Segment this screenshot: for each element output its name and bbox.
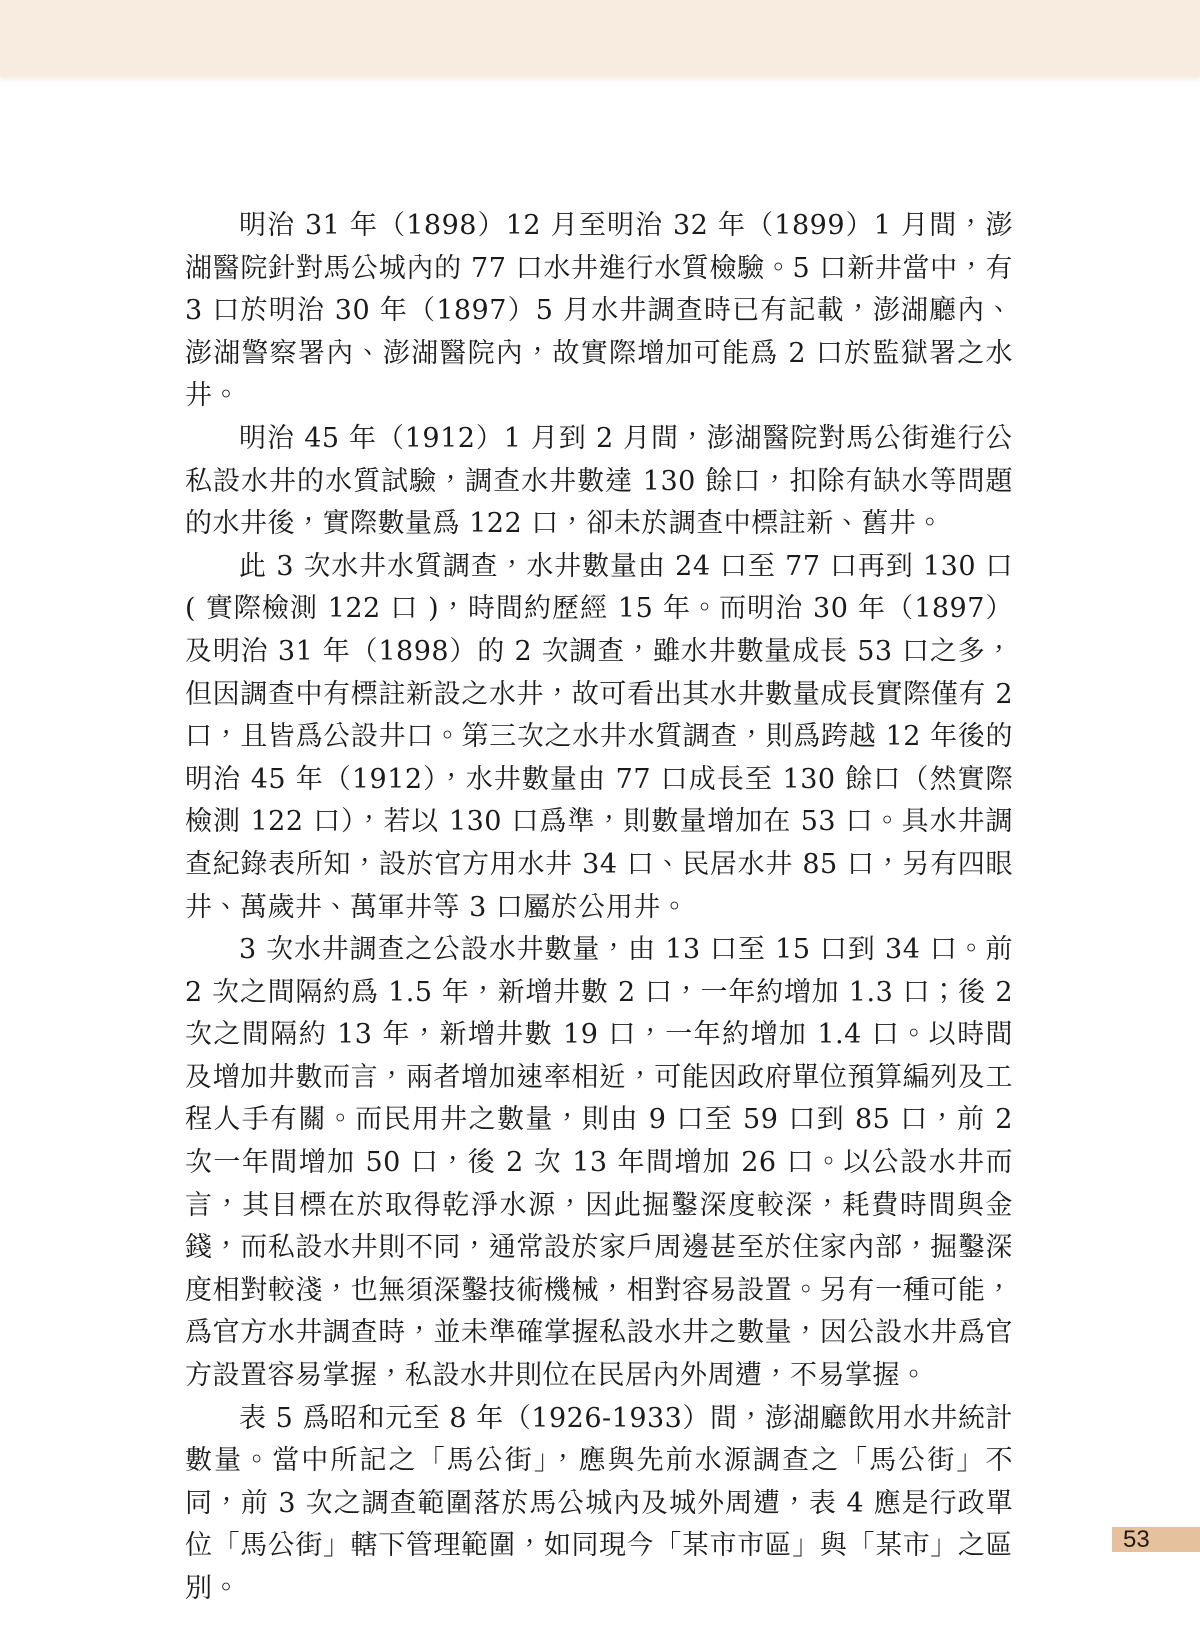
page-number: 53 [1123,1526,1150,1553]
body-paragraph: 明治 31 年（1898）12 月至明治 32 年（1899）1 月間，澎湖醫院針對馬公城內的 77 口水井進行水質檢驗。5 口新井當中，有 3 口於明治 30 年（1897）5 月水井調查時已有記載，澎湖廳內、澎湖警察署內、澎湖醫院內，故實際增加可能爲 2 口於監獄署之水井。 [185,210,1013,412]
header-band [0,0,1200,77]
body-paragraph: 此 3 次水井水質調查，水井數量由 24 口至 77 口再到 130 口 ( 實際檢測 122 口 )，時間約歷經 15 年。而明治 30 年（1897）及明治 31 年（1898）的 2 次調查，雖水井數量成長 53 口之多，但因調查中有標註新設之水井，故可看出其水井數量成長實際僅有 2 口，且皆爲公設井口。第三次之水井水質調查，則爲跨越 12 年後的明治 45 年（1912），水井數量由 77 口成長至 130 餘口（然實際檢測 122 口），若以 130 口爲準，則數量增加在 53 口。具水井調查紀錄表所知，設於官方用水井 34 口、民居水井 85 口，另有四眼井、萬歲井、萬軍井等 3 口屬於公用井。 [185,550,1013,923]
body-paragraph: 表 5 爲昭和元至 8 年（1926-1933）間，澎湖廳飲用水井統計數量。當中所記之「馬公街」，應與先前水源調查之「馬公街」不同，前 3 次之調查範圍落於馬公城內及城外周遭，表 4 應是行政單位「馬公街」轄下管理範圍，如同現今「某市市區」與「某市」之區別。 [185,1402,1013,1604]
body-text [185,205,1013,1611]
page-number-badge [1112,1527,1200,1552]
body-paragraph: 明治 45 年（1912）1 月到 2 月間，澎湖醫院對馬公街進行公私設水井的水質試驗，調查水井數達 130 餘口，扣除有缺水等問題的水井後，實際數量爲 122 口，卻未於調查中標註新、舊井。 [185,422,1013,540]
body-paragraph: 3 次水井調查之公設水井數量，由 13 口至 15 口到 34 口。前 2 次之間隔約爲 1.5 年，新增井數 2 口，一年約增加 1.3 口；後 2 次之間隔約 13 年，新增井數 19 口，一年約增加 1.4 口。以時間及增加井數而言，兩者增加速率相近，可能因政府單位預算編列及工程人手有關。而民用井之數量，則由 9 口至 59 口到 85 口，前 2 次一年間增加 50 口，後 2 次 13 年間增加 26 口。以公設水井而言，其目標在於取得乾淨水源，因此掘鑿深度較深，耗費時間與金錢，而私設水井則不同，通常設於家戶周邊甚至於住家內部，掘鑿深度相對較淺，也無須深鑿技術機械，相對容易設置。另有一種可能，爲官方水井調查時，並未準確掌握私設水井之數量，因公設水井爲官方設置容易掌握，私設水井則位在民居內外周遭，不易掌握。 [185,934,1013,1392]
